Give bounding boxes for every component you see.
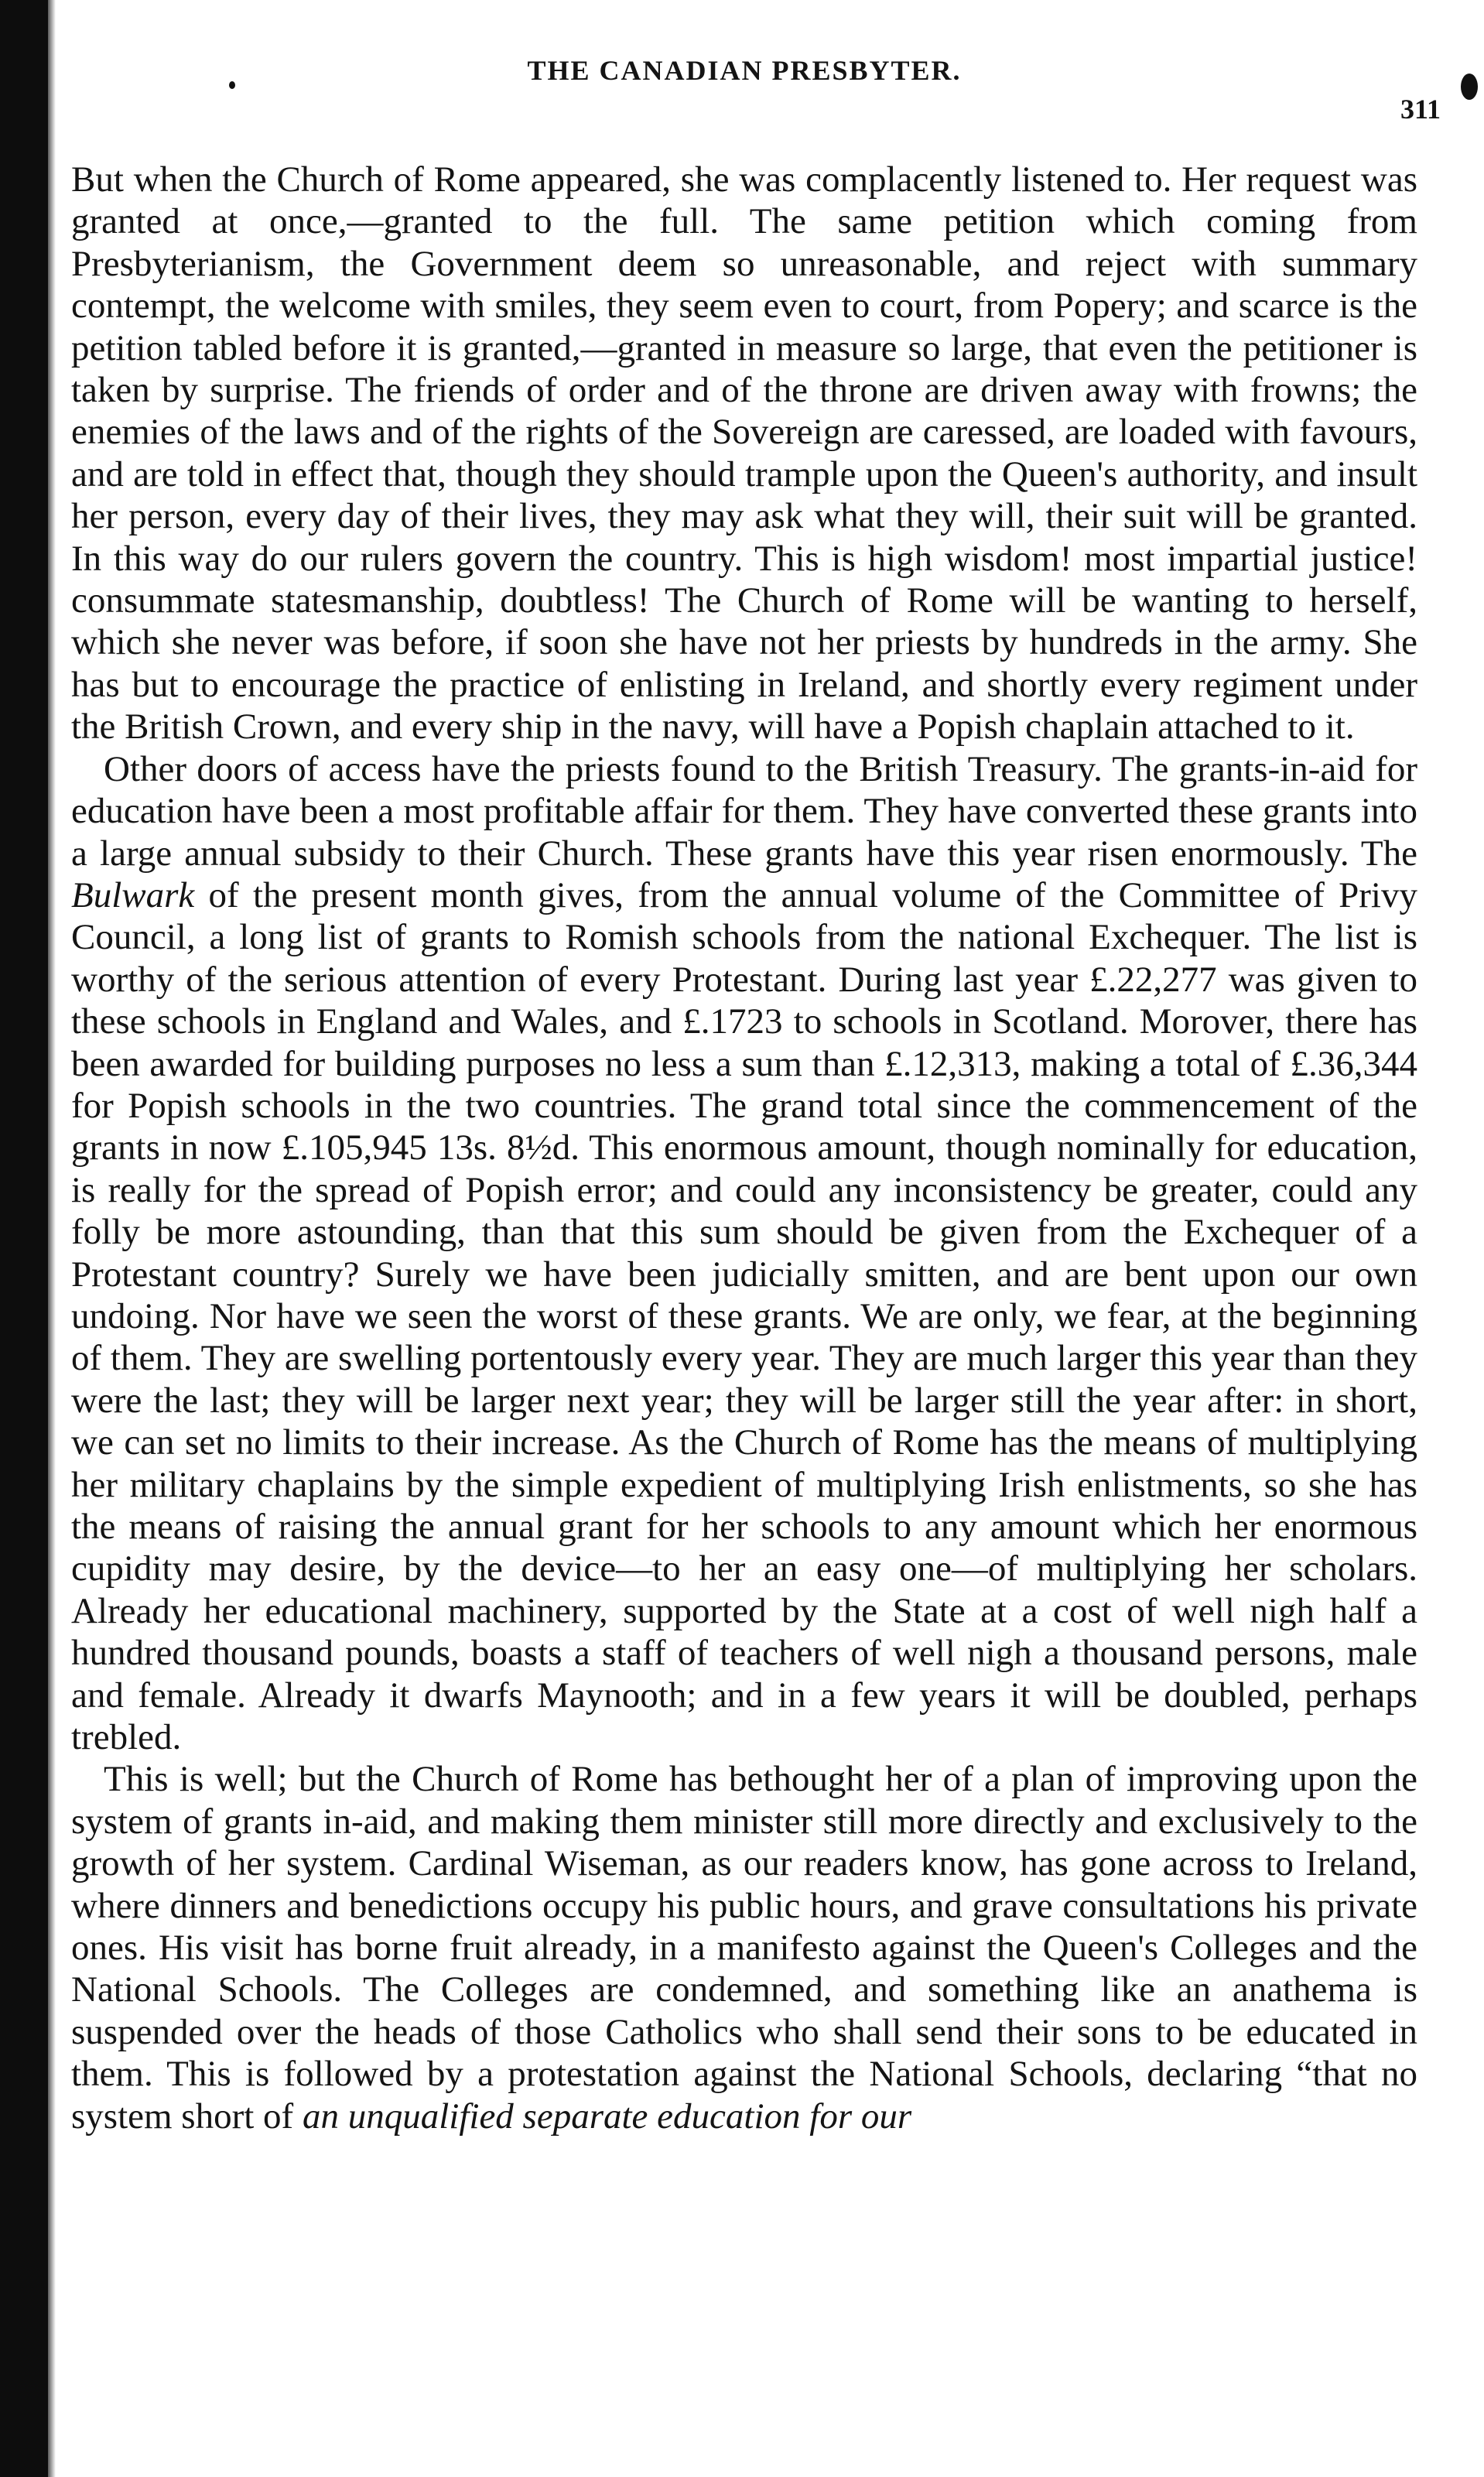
paragraph-3-text: This is well; but the Church of Rome has bethought her of a plan of improving upon the system of grants in-aid, and making them minister still more directly and exclusively to the growth of her system. Cardinal Wiseman, as our readers know, has gone across to Ireland, where dinners and benedictions occupy his public hours, and grave consultations his private ones. His visit has borne fruit already, in a manifesto against the Queen's Colleges and the National Schools. The Colleges are condemned, and something like an anathema is suspended over the heads of those Catholics who shall send their sons to be educated in them. This is followed by a protestation against the National Schools, declaring “that no system short of [71,1759,1417,2137]
paragraph-1-text: But when the Church of Rome appeared, she was complacently listened to. Her request was granted at once,—granted to the full. The same petition which coming from Presbyterianism, the Government deem so unreasonable, and reject with summary contempt, the welcome with smiles, they seem even to court, from Popery; and scarce is the petition tabled before it is granted,—granted in measure so large, that even the petitioner is taken by surprise. The friends of order and of the throne are driven away with frowns; the enemies of the laws and of the rights of the Sovereign are caressed, are loaded with favours, and are told in effect that, though they should trample upon the Queen's authority, and insult her person, every day of their lives, they may ask what they will, their suit will be granted. In this way do our rulers govern the country. This is high wisdom! most impartial justice! consummate statesmanship, doubtless! The Church of Rome will be wanting to herself, which she never was before, if soon she have not her priests by hundreds in the army. She has but to encourage the practice of enlisting in Ireland, and shortly every regiment under the British Crown, and every ship in the navy, will have a Popish chaplain attached to it. [71,159,1417,748]
paragraph-2-text-a: Other doors of access have the priests found to the British Treasury. The grants-in-aid for education have been a most profitable affair for them. They have converted these grants into a large annual subsidy to their Church. These grants have this year risen enormously. The [71,748,1417,874]
paragraph-2 [71,748,1417,1759]
paragraph-1 [71,159,1417,748]
bulwark-title: Bulwark [71,874,195,915]
gutter-edge [48,0,56,2477]
page-number: 311 [1400,94,1441,125]
paragraph-3 [71,1758,1417,2137]
scanned-page [71,46,1441,2453]
scan-speck [229,81,235,89]
scan-speck [1461,74,1478,100]
journal-title: THE CANADIAN PRESBYTER. [527,55,962,86]
paragraph-2-text-b: of the present month gives, from the annual volume of the Committee of Privy Council, a long list of grants to Romish schools from the national Exchequer. The list is worthy of the serious attention of every Protestant. During last year £.22,277 was given to these schools in England and Wales, and £.1723 to schools in Scotland. Morover, there has been awarded for building purposes no less a sum than £.12,313, making a total of £.36,344 for Popish schools in the two countries. The grand total since the commencement of the grants in now £.105,945 13s. 8½d. This enormous amount, though nominally for education, is really for the spread of Popish error; and could any inconsistency be greater, could any folly be more astounding, than that this sum should be given from the Exchequer of a Protestant country? Surely we have been judicially smitten, and are bent upon our own undoing. Nor have we seen the worst of these grants. We are only, we fear, at the beginning of them. They are swelling portentously every year. They are much larger this year than they were the last; they will be larger next year; they will be larger still the year after: in short, we can set no limits to their increase. As the Church of Rome has the means of multiplying her military chaplains by the simple expedient of multiplying Irish enlistments, so she has the means of raising the annual grant for her schools to any amount which her enormous cupidity may desire, by the device—to her an easy one—of multiplying her scholars. Already her educational machinery, supported by the State at a cost of well nigh half a hundred thousand pounds, boasts a staff of teachers of well nigh a thousand persons, male and female. Already it dwarfs Maynooth; and in a few years it will be doubled, perhaps trebled. [71,874,1417,1758]
book-binding-shadow [0,0,48,2477]
article-body [71,159,1417,2137]
paragraph-3-emphasis: an unqualified separate education for our [302,2096,912,2137]
running-head [71,46,1441,125]
